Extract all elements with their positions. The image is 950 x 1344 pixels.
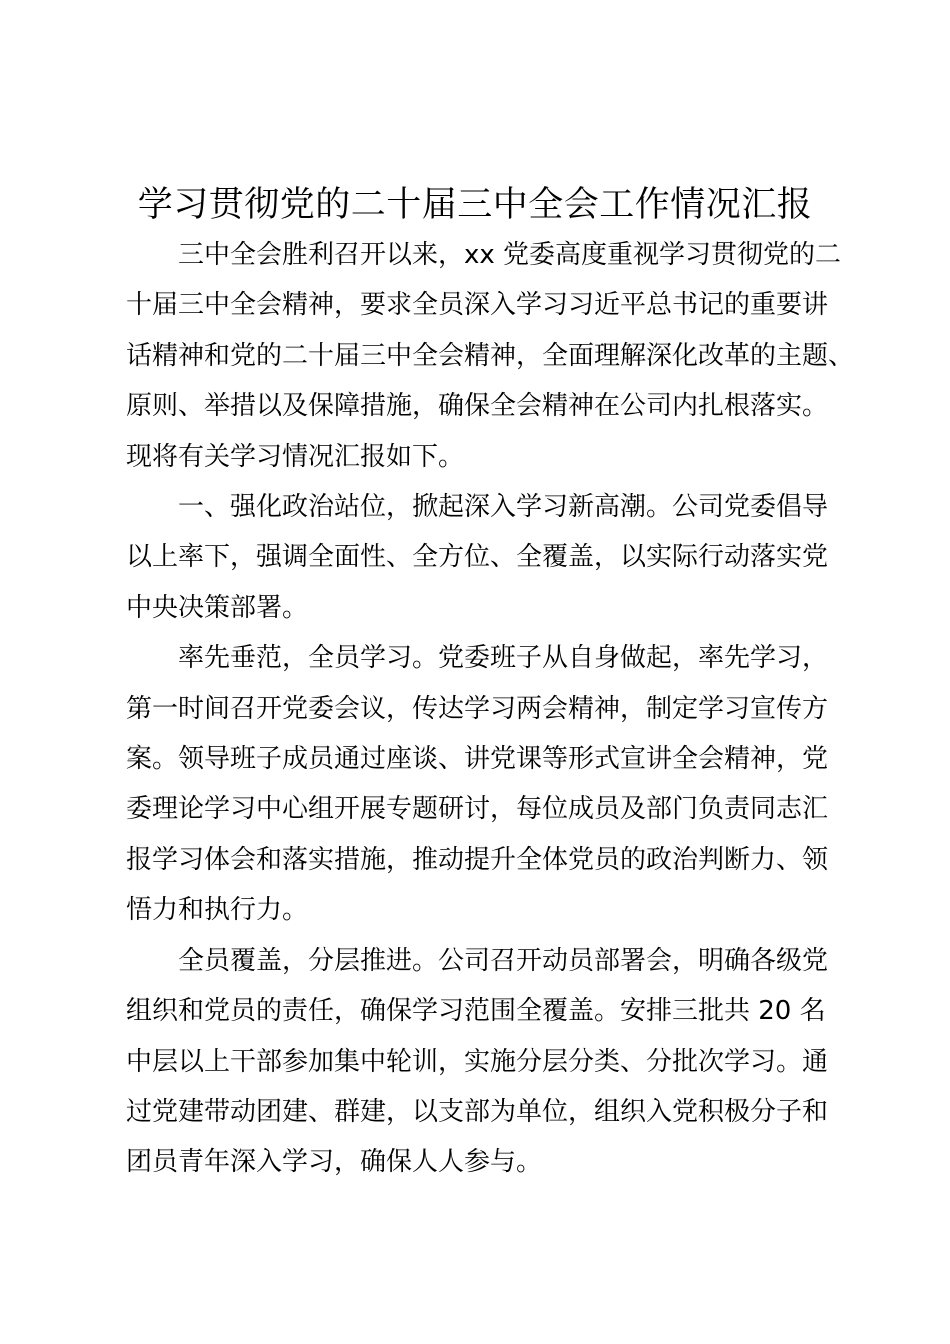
paragraph-line: 悟力和执行力。 — [126, 895, 309, 926]
paragraph-line: 第一时间召开党委会议，传达学习两会精神，制定学习宣传方 — [126, 693, 829, 724]
paragraph-line: 一、强化政治站位，掀起深入学习新高潮。公司党委倡导 — [178, 492, 829, 523]
paragraph-section-one — [126, 482, 836, 633]
paragraph-line: 话精神和党的二十届三中全会精神，全面理解深化改革的主题、 — [126, 340, 855, 371]
paragraph-line: 以上率下，强调全面性、全方位、全覆盖，以实际行动落实党 — [126, 542, 829, 573]
paragraph-line: 中央决策部署。 — [126, 592, 309, 623]
paragraph-line: 全员覆盖，分层推进。公司召开动员部署会，明确各级党 — [178, 945, 829, 976]
paragraph-line: 过党建带动团建、群建，以支部为单位，组织入党积极分子和 — [126, 1096, 829, 1127]
document-body — [126, 230, 855, 1188]
paragraph-line: 现将有关学习情况汇报如下。 — [126, 441, 465, 472]
paragraph-line: 案。领导班子成员通过座谈、讲党课等形式宣讲全会精神，党 — [126, 744, 829, 775]
paragraph-intro — [126, 230, 855, 482]
paragraph-line: 报学习体会和落实措施，推动提升全体党员的政治判断力、领 — [126, 844, 829, 875]
paragraph-line: 团员青年深入学习，确保人人参与。 — [126, 1147, 543, 1178]
paragraph-full-coverage — [126, 936, 836, 1188]
paragraph-line: 三中全会胜利召开以来，xx 党委高度重视学习贯彻党的二 — [178, 240, 842, 270]
paragraph-line: 委理论学习中心组开展专题研讨，每位成员及部门负责同志汇 — [126, 794, 829, 825]
paragraph-line: 十届三中全会精神，要求全员深入学习习近平总书记的重要讲 — [126, 290, 829, 321]
paragraph-line: 率先垂范，全员学习。党委班子从自身做起，率先学习， — [178, 643, 829, 674]
paragraph-lead-by-example — [126, 633, 836, 935]
document-title: 学习贯彻党的二十届三中全会工作情况汇报 — [137, 185, 813, 225]
paragraph-line: 中层以上干部参加集中轮训，实施分层分类、分批次学习。通 — [126, 1046, 829, 1077]
paragraph-line: 原则、举措以及保障措施，确保全会精神在公司内扎根落实。 — [126, 391, 829, 422]
paragraph-line: 组织和党员的责任，确保学习范围全覆盖。安排三批共 20 名 — [126, 996, 826, 1027]
